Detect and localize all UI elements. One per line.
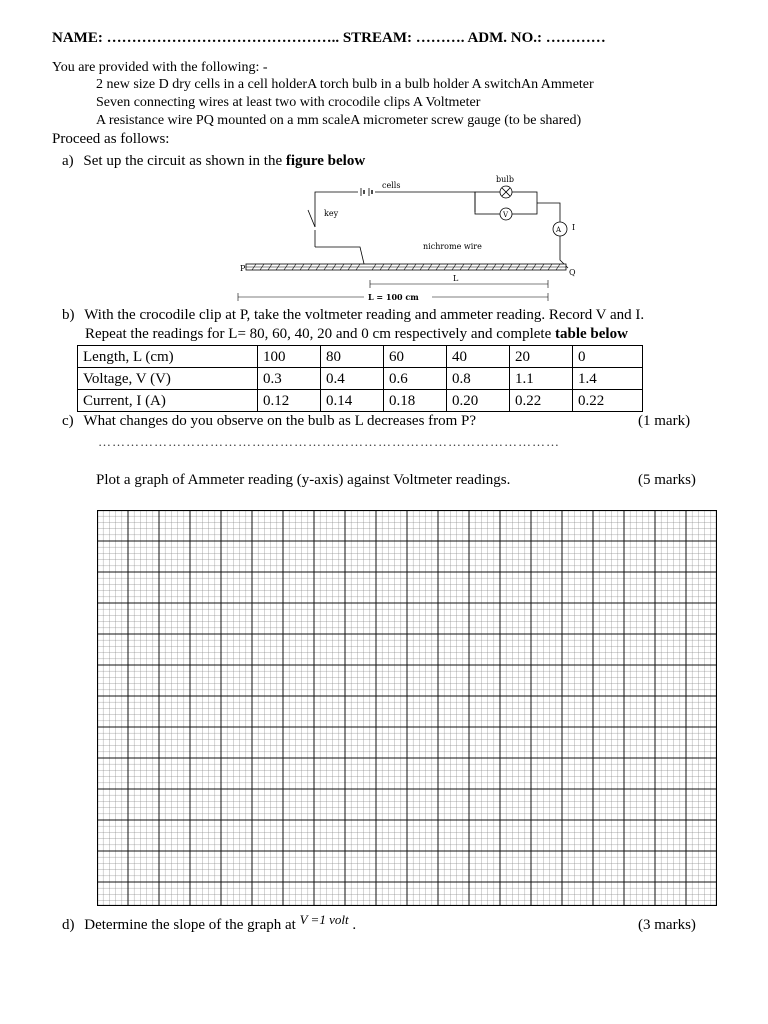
provided-item: A resistance wire PQ mounted on a mm scaleA micrometer screw gauge (to be shared) bbox=[96, 113, 582, 128]
wire-label: nichrome wire bbox=[423, 242, 482, 251]
row-header-voltage: Voltage, V (V) bbox=[78, 368, 258, 390]
voltmeter-icon bbox=[500, 208, 512, 220]
table-cell: 1.1 bbox=[510, 368, 573, 390]
point-p-label: P bbox=[240, 264, 246, 273]
stream-label: STREAM: ………. bbox=[342, 30, 465, 46]
question-c-marks: (1 mark) bbox=[638, 413, 691, 429]
question-d-label: d) bbox=[62, 917, 75, 933]
question-d-marks: (3 marks) bbox=[638, 917, 696, 933]
bulb-label: bulb bbox=[496, 175, 514, 184]
intro-text: You are provided with the following: - bbox=[52, 60, 268, 75]
table-cell: 60 bbox=[384, 346, 447, 368]
plot-marks: (5 marks) bbox=[638, 472, 696, 488]
table-cell: 20 bbox=[510, 346, 573, 368]
question-a-text: Set up the circuit as shown in the bbox=[83, 153, 286, 169]
voltmeter-symbol: V bbox=[503, 211, 509, 219]
table-row bbox=[78, 346, 643, 368]
graph-paper bbox=[97, 510, 717, 906]
proceed-text: Proceed as follows: bbox=[52, 131, 170, 147]
question-b-label: b) bbox=[62, 307, 75, 323]
question-a-label: a) bbox=[62, 153, 74, 169]
current-label: I bbox=[572, 223, 576, 232]
table-cell: 0.18 bbox=[384, 390, 447, 412]
major-gridlines bbox=[97, 510, 717, 906]
plot-instruction: Plot a graph of Ammeter reading (y-axis) against Voltmeter readings. bbox=[96, 472, 511, 488]
answer-line: ……………………………………………………………………………………… bbox=[98, 434, 560, 449]
table-cell: 1.4 bbox=[573, 368, 643, 390]
point-q-label: Q bbox=[569, 268, 576, 277]
table-cell: 100 bbox=[258, 346, 321, 368]
header-line bbox=[52, 30, 606, 47]
circuit-diagram bbox=[230, 172, 580, 305]
table-cell: 40 bbox=[447, 346, 510, 368]
table-cell: 0.12 bbox=[258, 390, 321, 412]
results-table bbox=[77, 345, 643, 412]
table-cell: 0 bbox=[573, 346, 643, 368]
table-cell: 0.22 bbox=[573, 390, 643, 412]
question-c-label: c) bbox=[62, 413, 74, 429]
question-c bbox=[62, 413, 476, 430]
question-b-line2-bold: table below bbox=[554, 326, 628, 342]
question-c-text: What changes do you observe on the bulb as L decreases from P? bbox=[83, 413, 477, 429]
table-cell: 80 bbox=[321, 346, 384, 368]
table-cell: 0.4 bbox=[321, 368, 384, 390]
question-d-text: Determine the slope of the graph at bbox=[84, 917, 300, 933]
table-row bbox=[78, 368, 643, 390]
ammeter-icon bbox=[553, 222, 567, 236]
key-label: key bbox=[324, 209, 339, 218]
provided-item: 2 new size D dry cells in a cell holderA torch bulb in a bulb holder A switchAn Ammeter bbox=[96, 77, 594, 92]
total-length-label: L = 100 cm bbox=[368, 292, 419, 302]
question-d-math: V =1 volt bbox=[299, 912, 349, 927]
question-b-line1: With the crocodile clip at P, take the voltmeter reading and ammeter reading. Record V and I. bbox=[84, 307, 645, 323]
cells-label: cells bbox=[382, 181, 401, 190]
question-d-after: . bbox=[348, 917, 357, 933]
question-b-line2-text: Repeat the readings for L= 80, 60, 40, 20 and 0 cm respectively and complete bbox=[85, 326, 555, 342]
wire-right bbox=[537, 203, 560, 222]
question-b bbox=[62, 307, 644, 324]
table-cell: 0.3 bbox=[258, 368, 321, 390]
name-label: NAME: ……………………………………….. bbox=[52, 30, 340, 46]
length-l-label: L bbox=[453, 274, 459, 283]
row-header-current: Current, I (A) bbox=[78, 390, 258, 412]
bulb-icon bbox=[500, 186, 512, 198]
table-cell: 0.14 bbox=[321, 390, 384, 412]
cells-symbol bbox=[361, 188, 372, 196]
table-row bbox=[78, 390, 643, 412]
wire-to-q bbox=[560, 236, 568, 268]
table-cell: 0.20 bbox=[447, 390, 510, 412]
question-b-line2 bbox=[85, 326, 628, 343]
question-a bbox=[62, 153, 365, 170]
table-cell: 0.8 bbox=[447, 368, 510, 390]
row-header-length: Length, L (cm) bbox=[78, 346, 258, 368]
table-cell: 0.22 bbox=[510, 390, 573, 412]
table-cell: 0.6 bbox=[384, 368, 447, 390]
question-d bbox=[62, 912, 357, 934]
adm-label: ADM. NO.: ………… bbox=[467, 30, 606, 46]
question-a-bold: figure below bbox=[285, 153, 366, 169]
ammeter-symbol: A bbox=[556, 226, 562, 234]
provided-item: Seven connecting wires at least two with crocodile clips A Voltmeter bbox=[96, 95, 481, 110]
key-symbol bbox=[308, 210, 315, 247]
wire-top-right bbox=[375, 192, 475, 212]
